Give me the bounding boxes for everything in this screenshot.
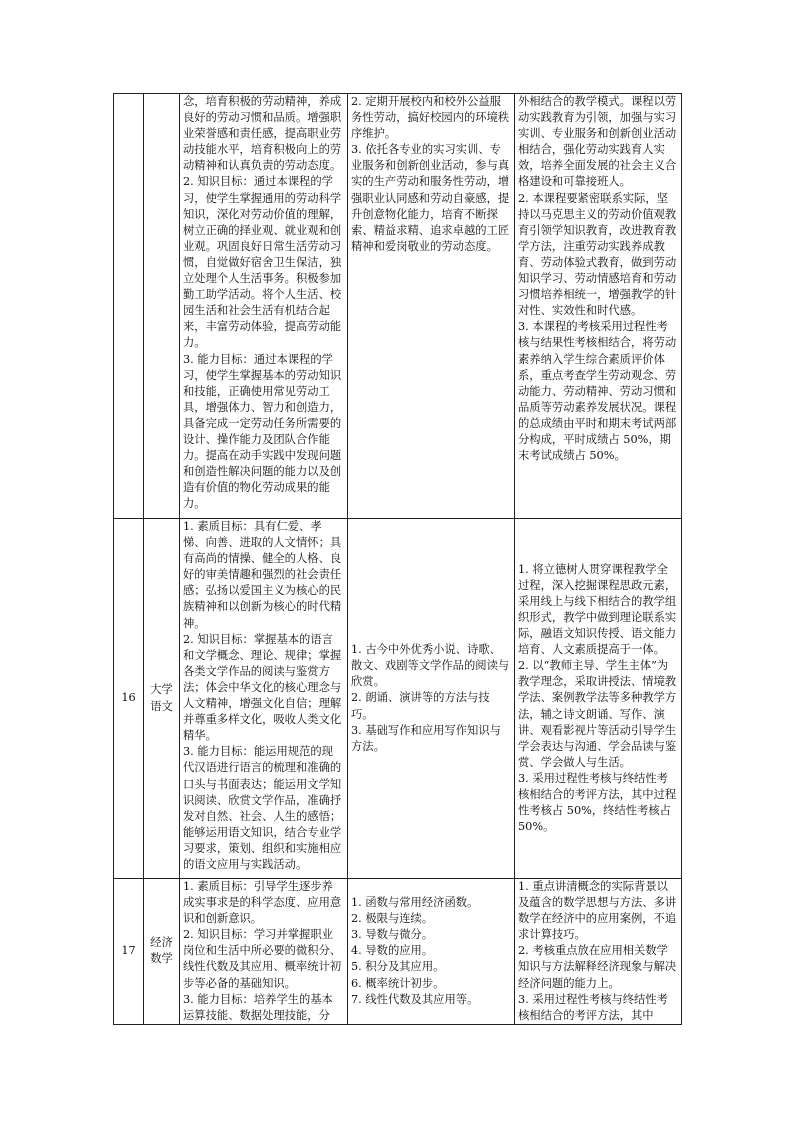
requirement-item: 3. 本课程的考核采用过程性考核与结果性考核相结合，将劳动素养纳入学生综合素质评价体系，重点考查学生劳动观念、劳动能力、劳动精神、劳动习惯和品质等劳动素养发展状况。课程的总成绩由平时和期末考试两部分构成，平时成绩占 50%，期末考试成绩占 50%。 (518, 320, 677, 463)
goal-item: 2. 知识目标：掌握基本的语言和文学概念、理论、规律；掌握各类文学作品的阅读与鉴赏方法；体会中华文化的核心理念与人文精神，增强文化自信；理解并尊重多样文化，吸收人类文化精华。 (183, 632, 342, 743)
table-row (114, 879, 682, 1025)
goal-item: 1. 素质目标：引导学生逐步养成实事求是的科学态度、应用意识和创新意识。 (183, 880, 342, 926)
course-goals-cell (180, 519, 348, 879)
content-item: 1. 函数与常用经济函数。 (351, 896, 479, 910)
course-content-cell (348, 879, 515, 1025)
content-item: 2. 定期开展校内和校外公益服务性劳动，搞好校园内的环境秩序维护。 (351, 95, 510, 141)
course-name-cell: 大学语文 (144, 519, 180, 879)
goal-item: 2. 知识目标：通过本课程的学习，使学生掌握通用的劳动科学知识，深化对劳动价值的理解，树立正确的择业观、就业观和创业观。巩固良好日常生活劳动习惯，自觉做好宿舍卫生保洁，独立处理个人生活事务。积极参加勤工助学活动。将个人生活、校园生活和社会生活有机结合起来，丰富劳动体验，提高劳动能力。 (183, 175, 342, 350)
requirement-item: 2. 本课程要紧密联系实际，坚持以马克思主义的劳动价值观教育引领学知识教育，改进教育教学方法，注重劳动实践养成教育、劳动体验式教育，做到劳动知识学习、劳动情感培育和劳动习惯培养相统一，增强教学的针对性、实效性和时代感。 (518, 191, 677, 318)
content-item: 2. 朗诵、演讲等的方法与技巧。 (351, 691, 490, 721)
teaching-requirements-cell (515, 879, 682, 1025)
course-table (113, 93, 682, 1025)
table-row (114, 94, 682, 519)
goal-item: 念，培育积极的劳动精神，养成良好的劳动习惯和品质。增强职业荣誉感和责任感，提高职业劳动技能水平，培育积极向上的劳动精神和认真负责的劳动态度。 (183, 95, 342, 173)
goal-item: 3. 能力目标：培养学生的基本运算技能、数据处理技能，分 (183, 992, 333, 1022)
course-name-cell: 经济数学 (144, 879, 180, 1025)
requirement-item: 1. 重点讲清概念的实际背景以及蕴含的数学思想与方法、多讲数学在经济中的应用案例，不追求计算技巧。 (518, 880, 677, 942)
requirement-item: 2. 考核重点放在应用相关数学知识与方法解释经济现象与解决经济问题的能力上。 (518, 944, 677, 990)
content-item: 3. 导数与微分。 (351, 928, 434, 942)
content-item: 4. 导数的应用。 (351, 944, 434, 958)
content-item: 1. 古今中外优秀小说、诗歌、散文、戏剧等文学作品的阅读与欣赏。 (351, 643, 510, 689)
goal-item: 3. 能力目标：能运用规范的现代汉语进行语言的梳理和准确的口头与书面表达；能运用文学知识阅读、欣赏文学作品，准确抒发对自然、社会、人生的感悟；能够运用语文知识，结合专业学习要求，策划、组织和实施相应的语文应用与实践活动。 (183, 745, 342, 871)
course-goals-cell (180, 879, 348, 1025)
course-content-cell (348, 519, 515, 879)
course-name-cell (144, 94, 180, 519)
course-content-cell (348, 94, 515, 519)
course-goals-cell (180, 94, 348, 519)
content-item: 5. 积分及其应用。 (351, 960, 445, 974)
content-item: 7. 线性代数及其应用等。 (351, 992, 479, 1006)
requirement-item: 3. 采用过程性考核与终结性考核相结合的考评方法，其中过程性考核占 50%，终结性考核占 50%。 (518, 771, 677, 834)
course-number-cell: 17 (114, 879, 144, 1025)
requirement-item: 3. 采用过程性考核与终结性考核相结合的考评方法，其中 (518, 992, 668, 1022)
content-item: 6. 概率统计初步。 (351, 976, 445, 990)
content-item: 3. 依托各专业的实习实训、专业服务和创新创业活动，参与真实的生产劳动和服务性劳动，增强职业认同感和劳动自豪感，提升创意物化能力，培育不断探索、精益求精、追求卓越的工匠精神和爱岗敬业的劳动态度。 (351, 143, 510, 253)
course-number-cell: 16 (114, 519, 144, 879)
goal-item: 1. 素质目标：具有仁爱、孝悌、向善、进取的人文情怀；具有高尚的情操、健全的人格、良好的审美情趣和强烈的社会责任感；弘扬以爱国主义为核心的民族精神和以创新为核心的时代精神。 (183, 520, 342, 630)
requirement-item: 外相结合的教学模式。课程以劳动实践教育为引领，加强与实习实训、专业服务和创新创业活动相结合，强化劳动实践育人实效，培养全面发展的社会主义合格建设和可靠接班人。 (518, 95, 677, 189)
requirement-item: 1. 将立德树人贯穿课程教学全过程，深入挖掘课程思政元素，采用线上与线下相结合的教学组织形式，教学中做到理论联系实际，融语文知识传授、语文能力培育、人文素质提高于一体。 (518, 562, 677, 657)
teaching-requirements-cell (515, 519, 682, 879)
table-row (114, 519, 682, 879)
requirement-item: 2. 以“教师主导、学生主体”为教学理念，采取讲授法、情境教学法、案例教学法等多种教学方法，辅之诗文朗诵、写作、演讲、观看影视片等活动引导学生学会表达与沟通、学会品读与鉴赏、学会做人与生活。 (518, 659, 677, 769)
content-item: 2. 极限与连续。 (351, 912, 434, 926)
goal-item: 3. 能力目标：通过本课程的学习，使学生掌握基本的劳动知识和技能，正确使用常见劳动工具，增强体力、智力和创造力，具备完成一定劳动任务所需要的设计、操作能力及团队合作能力。提高在动手实践中发现问题和创造性解决问题的能力以及创造有价值的物化劳动成果的能力。 (183, 352, 342, 511)
teaching-requirements-cell (515, 94, 682, 519)
content-item: 3. 基础写作和应用写作知识与方法。 (351, 723, 501, 753)
course-number-cell (114, 94, 144, 519)
goal-item: 2. 知识目标：学习并掌握职业岗位和生活中所必要的微积分、线性代数及其应用、概率统计初步等必备的基础知识。 (183, 928, 342, 990)
